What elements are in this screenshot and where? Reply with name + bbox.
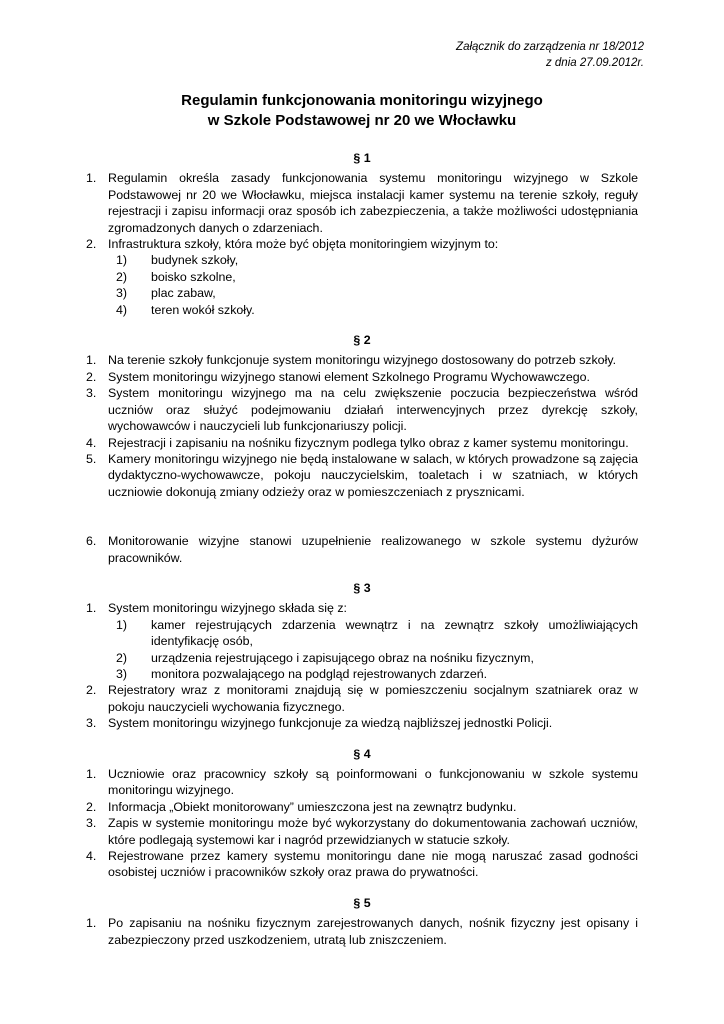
item-text: Regulamin określa zasady funkcjonowania systemu monitoringu wizyjnego w Szkole Podstawowej nr 20 we Włocławku, miejsca instalacji kamer systemu na terenie szkoły, reguły rejestracji i zapisu informacji oraz sposób ich zabezpieczenia, a także możliwości udostępniania zgromadzonych danych o zdarzeniach. bbox=[108, 171, 638, 235]
item-text: Rejestratory wraz z monitorami znajdują się w pomieszczeniu socjalnym szatniarek oraz w pokoju nauczycieli wychowania fizycznego. bbox=[108, 683, 638, 714]
sub-item-text: plac zabaw, bbox=[151, 286, 216, 301]
item-text: Na terenie szkoły funkcjonuje system monitoringu wizyjnego dostosowany do potrzeb szkoły. bbox=[108, 353, 617, 368]
list-item bbox=[86, 799, 638, 815]
list-item bbox=[86, 369, 638, 385]
item-text: System monitoringu wizyjnego składa się z: bbox=[108, 601, 347, 616]
item-number: 3. bbox=[86, 716, 97, 731]
sub-item-number: 4) bbox=[116, 302, 128, 317]
item-number: 3. bbox=[86, 816, 97, 831]
section-heading-1: § 1 bbox=[353, 151, 371, 165]
list-item bbox=[86, 682, 638, 715]
list-item bbox=[86, 451, 638, 500]
title-line-2: w Szkole Podstawowej nr 20 we Włocławku bbox=[207, 112, 517, 129]
list-item bbox=[86, 848, 638, 881]
list-item bbox=[86, 385, 638, 434]
sub-item-number: 2) bbox=[116, 269, 128, 284]
list-item bbox=[86, 435, 638, 451]
sub-item-text: budynek szkoły, bbox=[151, 253, 239, 268]
section-heading-4: § 4 bbox=[353, 746, 371, 761]
list-item bbox=[86, 170, 638, 236]
list-item bbox=[86, 915, 638, 948]
item-text: Monitorowanie wizyjne stanowi uzupełnienie realizowanego w szkole systemu dyżurów pracowników. bbox=[108, 534, 638, 565]
item-text: Kamery monitoringu wizyjnego nie będą instalowane w salach, w których prowadzone są zajęcia dydaktyczno-wychowawcze, pokoju nauczycielskim, toaletach i w szatniach, w których uczniowie dokonują zmiany odzieży oraz w pomieszczeniach z prysznicami. bbox=[108, 451, 638, 499]
list-item bbox=[86, 352, 638, 368]
item-number: 1. bbox=[86, 767, 97, 781]
list-item bbox=[86, 236, 638, 252]
item-number: 6. bbox=[86, 534, 97, 549]
sub-item-text: monitora pozwalającego na podgląd rejestrowanych zdarzeń. bbox=[151, 666, 488, 681]
attachment-line-2: z dnia 27.09.2012r. bbox=[545, 56, 644, 69]
section-heading-3: § 3 bbox=[353, 580, 371, 595]
item-text: System monitoringu wizyjnego funkcjonuje za wiedzą najbliższej jednostki Policji. bbox=[108, 716, 553, 731]
title-line-1: Regulamin funkcjonowania monitoringu wizyjnego bbox=[181, 92, 543, 109]
sub-item-number: 1) bbox=[116, 253, 128, 268]
sub-item-number: 2) bbox=[116, 650, 128, 665]
document-title bbox=[86, 91, 638, 131]
item-number: 3. bbox=[86, 386, 97, 401]
item-number: 1. bbox=[86, 916, 97, 931]
sub-item-text: teren wokół szkoły. bbox=[151, 302, 255, 317]
sub-list-item bbox=[86, 285, 638, 301]
sub-list-item bbox=[86, 650, 638, 666]
item-text: Uczniowie oraz pracownicy szkoły są poinformowani o funkcjonowaniu w szkole systemu monitoringu wizyjnego. bbox=[108, 767, 638, 798]
item-text: Rejestrowane przez kamery systemu monitoringu dane nie mogą naruszać zasad godności osobistej uczniów i pracowników szkoły oraz prawa do prywatności. bbox=[108, 849, 638, 880]
item-number: 2. bbox=[86, 683, 97, 698]
item-number: 1. bbox=[86, 171, 97, 186]
item-text: System monitoringu wizyjnego stanowi element Szkolnego Programu Wychowawczego. bbox=[108, 369, 590, 384]
sub-item-text: kamer rejestrujących zdarzenia wewnątrz i na zewnątrz szkoły umożliwiających identyfikację osób, bbox=[151, 617, 638, 649]
item-number: 2. bbox=[86, 237, 97, 252]
item-number: 4. bbox=[86, 435, 97, 450]
item-text: Rejestracji i zapisaniu na nośniku fizycznym podlega tylko obraz z kamer systemu monitoringu. bbox=[108, 435, 629, 450]
item-number: 5. bbox=[86, 451, 97, 466]
sub-list-item bbox=[86, 269, 638, 285]
sub-item-number: 3) bbox=[116, 286, 128, 301]
attachment-line-1: Załącznik do zarządzenia nr 18/2012 bbox=[456, 41, 644, 53]
section-heading-5: § 5 bbox=[353, 895, 371, 910]
list-item bbox=[86, 715, 638, 731]
sub-item-text: urządzenia rejestrującego i zapisującego obraz na nośniku fizycznym, bbox=[151, 650, 534, 665]
sub-list-item bbox=[86, 666, 638, 682]
item-number: 1. bbox=[86, 353, 97, 368]
item-text: System monitoringu wizyjnego ma na celu zwiększenie poczucia bezpieczeństwa wśród uczniów oraz służyć podejmowaniu działań interwencyjnych przez dyrekcję szkoły, wychowawców i nauczycieli lub funkcjonariuszy policji. bbox=[108, 386, 638, 434]
item-number: 2. bbox=[86, 799, 97, 814]
spacer bbox=[86, 500, 638, 533]
list-item bbox=[86, 766, 638, 799]
list-item bbox=[86, 533, 638, 566]
list-item bbox=[86, 600, 638, 616]
list-item bbox=[86, 815, 638, 848]
item-number: 2. bbox=[86, 369, 97, 384]
sub-item-text: boisko szkolne, bbox=[151, 269, 236, 284]
sub-item-number: 1) bbox=[116, 617, 128, 632]
sub-list-item bbox=[86, 252, 638, 268]
sub-list-item bbox=[86, 617, 638, 650]
sub-item-number: 3) bbox=[116, 666, 128, 681]
item-text: Infrastruktura szkoły, która może być objęta monitoringiem wizyjnym to: bbox=[108, 237, 499, 252]
sub-list-item bbox=[86, 302, 638, 318]
item-text: Informacja „Obiekt monitorowany” umieszczona jest na zewnątrz budynku. bbox=[108, 799, 517, 814]
attachment-note bbox=[86, 40, 644, 71]
item-number: 4. bbox=[86, 849, 97, 864]
section-heading-2: § 2 bbox=[353, 333, 371, 348]
item-text: Po zapisaniu na nośniku fizycznym zarejestrowanych danych, nośnik fizyczny jest opisany i zabezpieczony przed uszkodzeniem, utratą lub zniszczeniem. bbox=[108, 916, 638, 947]
item-number: 1. bbox=[86, 601, 97, 616]
item-text: Zapis w systemie monitoringu może być wykorzystany do dokumentowania zachowań uczniów, które podlegają systemowi kar i nagród przewidzianych w statucie szkoły. bbox=[108, 816, 638, 847]
